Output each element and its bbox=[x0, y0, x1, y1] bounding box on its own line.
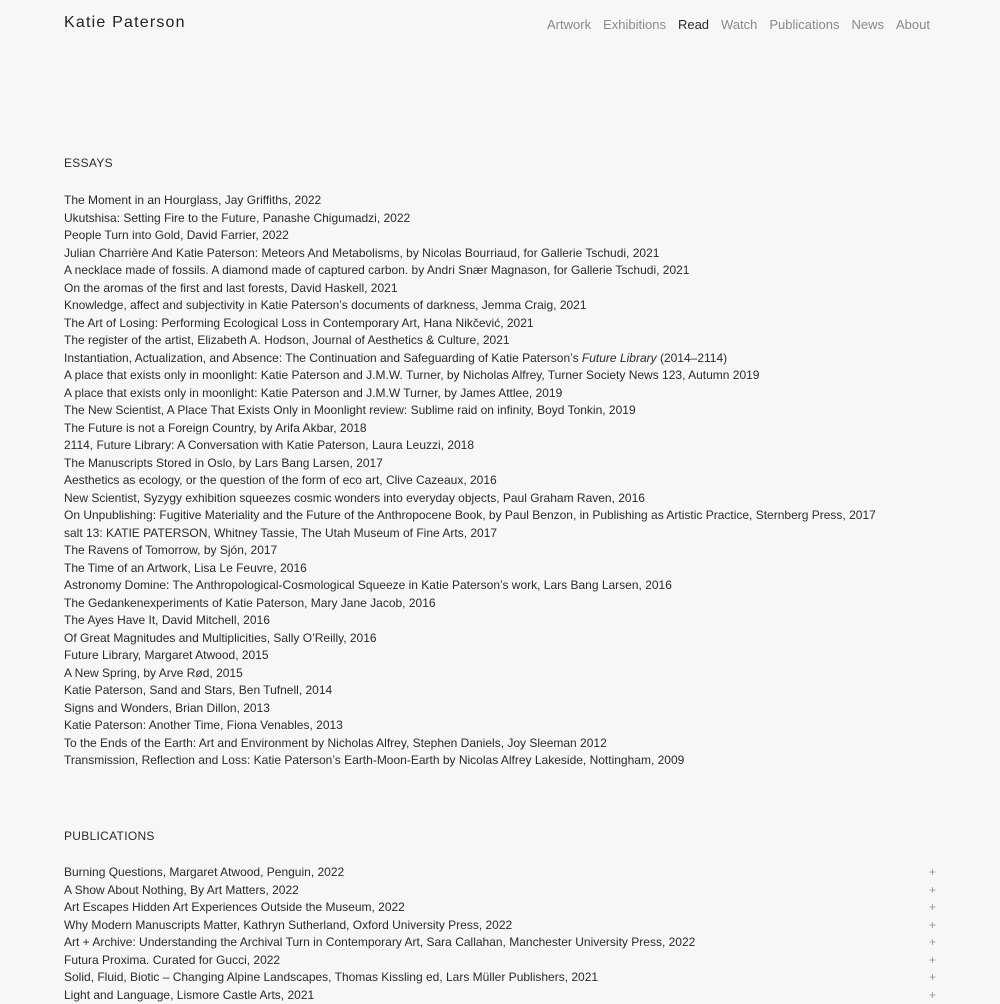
essay-item[interactable]: Aesthetics as ecology, or the question of the form of eco art, Clive Cazeaux, 2016 bbox=[64, 472, 936, 490]
essay-item[interactable]: Signs and Wonders, Brian Dillon, 2013 bbox=[64, 700, 936, 718]
publication-title: Light and Language, Lismore Castle Arts, 2021 bbox=[64, 988, 314, 1002]
nav-exhibitions[interactable]: Exhibitions bbox=[603, 17, 666, 32]
essay-item-italic-title: Future Library bbox=[582, 351, 657, 365]
publication-item[interactable] bbox=[64, 969, 936, 987]
essay-item-text: Instantiation, Actualization, and Absence: The Continuation and Safeguarding of Katie Paterson’s bbox=[64, 351, 582, 365]
essay-item[interactable] bbox=[64, 350, 936, 368]
essay-item[interactable]: Knowledge, affect and subjectivity in Katie Paterson’s documents of darkness, Jemma Craig, 2021 bbox=[64, 297, 936, 315]
publication-item[interactable] bbox=[64, 987, 936, 1004]
publication-title: A Show About Nothing, By Art Matters, 2022 bbox=[64, 883, 299, 897]
essay-item[interactable]: On the aromas of the first and last forests, David Haskell, 2021 bbox=[64, 280, 936, 298]
publication-item[interactable] bbox=[64, 934, 936, 952]
essay-item[interactable]: The Future is not a Foreign Country, by Arifa Akbar, 2018 bbox=[64, 420, 936, 438]
main-nav bbox=[547, 17, 930, 32]
essay-item[interactable]: The Ayes Have It, David Mitchell, 2016 bbox=[64, 612, 936, 630]
essay-item[interactable]: On Unpublishing: Fugitive Materiality and the Future of the Anthropocene Book, by Paul Benzon, in Publishing as Artistic Practice, Sternberg Press, 2017 bbox=[64, 507, 936, 525]
publication-title: Burning Questions, Margaret Atwood, Penguin, 2022 bbox=[64, 865, 344, 879]
essay-item[interactable]: The Time of an Artwork, Lisa Le Feuvre, 2016 bbox=[64, 560, 936, 578]
plus-icon[interactable]: + bbox=[929, 917, 936, 935]
essay-item[interactable]: The register of the artist, Elizabeth A. Hodson, Journal of Aesthetics & Culture, 2021 bbox=[64, 332, 936, 350]
publication-item[interactable] bbox=[64, 882, 936, 900]
essay-item[interactable]: The Gedankenexperiments of Katie Paterson, Mary Jane Jacob, 2016 bbox=[64, 595, 936, 613]
essay-item[interactable]: The Art of Losing: Performing Ecological Loss in Contemporary Art, Hana Nikčević, 2021 bbox=[64, 315, 936, 333]
publications-heading: PUBLICATIONS bbox=[64, 829, 155, 843]
plus-icon[interactable]: + bbox=[929, 899, 936, 917]
nav-read[interactable]: Read bbox=[678, 17, 709, 32]
plus-icon[interactable]: + bbox=[929, 864, 936, 882]
publication-title: Why Modern Manuscripts Matter, Kathryn Sutherland, Oxford University Press, 2022 bbox=[64, 918, 512, 932]
essay-item[interactable]: A place that exists only in moonlight: Katie Paterson and J.M.W Turner, by James Attlee, 2019 bbox=[64, 385, 936, 403]
essay-item[interactable]: The Ravens of Tomorrow, by Sjón, 2017 bbox=[64, 542, 936, 560]
nav-artwork[interactable]: Artwork bbox=[547, 17, 591, 32]
essay-item[interactable]: Julian Charrière And Katie Paterson: Meteors And Metabolisms, by Nicolas Bourriaud, for Gallerie Tschudi, 2021 bbox=[64, 245, 936, 263]
plus-icon[interactable]: + bbox=[929, 882, 936, 900]
essay-item[interactable]: Katie Paterson, Sand and Stars, Ben Tufnell, 2014 bbox=[64, 682, 936, 700]
nav-about[interactable]: About bbox=[896, 17, 930, 32]
plus-icon[interactable]: + bbox=[929, 987, 936, 1004]
essay-item[interactable]: The Manuscripts Stored in Oslo, by Lars Bang Larsen, 2017 bbox=[64, 455, 936, 473]
essay-item[interactable]: Astronomy Domine: The Anthropological-Cosmological Squeeze in Katie Paterson’s work, Lars Bang Larsen, 2016 bbox=[64, 577, 936, 595]
publication-title: Solid, Fluid, Biotic – Changing Alpine Landscapes, Thomas Kissling ed, Lars Müller Publishers, 2021 bbox=[64, 970, 598, 984]
essay-item[interactable]: People Turn into Gold, David Farrier, 2022 bbox=[64, 227, 936, 245]
publication-item[interactable] bbox=[64, 917, 936, 935]
essay-item[interactable]: Transmission, Reflection and Loss: Katie Paterson’s Earth-Moon-Earth by Nicolas Alfrey Lakeside, Nottingham, 2009 bbox=[64, 752, 936, 770]
essay-item-suffix: (2014–2114) bbox=[657, 351, 728, 365]
nav-publications[interactable]: Publications bbox=[769, 17, 839, 32]
essay-item[interactable]: The Moment in an Hourglass, Jay Griffiths, 2022 bbox=[64, 192, 936, 210]
essay-item[interactable]: To the Ends of the Earth: Art and Environment by Nicholas Alfrey, Stephen Daniels, Joy Sleeman 2012 bbox=[64, 735, 936, 753]
nav-watch[interactable]: Watch bbox=[721, 17, 757, 32]
publication-item[interactable] bbox=[64, 952, 936, 970]
essays-heading: ESSAYS bbox=[64, 156, 113, 170]
publication-title: Art + Archive: Understanding the Archival Turn in Contemporary Art, Sara Callahan, Manchester University Press, 2022 bbox=[64, 935, 695, 949]
essay-item[interactable]: A place that exists only in moonlight: Katie Paterson and J.M.W. Turner, by Nicholas Alfrey, Turner Society News 123, Autumn 2019 bbox=[64, 367, 936, 385]
publication-item[interactable] bbox=[64, 864, 936, 882]
nav-news[interactable]: News bbox=[852, 17, 885, 32]
plus-icon[interactable]: + bbox=[929, 934, 936, 952]
essays-list bbox=[64, 192, 936, 770]
publication-title: Futura Proxima. Curated for Gucci, 2022 bbox=[64, 953, 280, 967]
essay-item[interactable]: A New Spring, by Arve Rød, 2015 bbox=[64, 665, 936, 683]
essay-item[interactable]: Katie Paterson: Another Time, Fiona Venables, 2013 bbox=[64, 717, 936, 735]
essay-item[interactable]: A necklace made of fossils. A diamond made of captured carbon. by Andri Snær Magnason, for Gallerie Tschudi, 2021 bbox=[64, 262, 936, 280]
essay-item[interactable]: New Scientist, Syzygy exhibition squeezes cosmic wonders into everyday objects, Paul Graham Raven, 2016 bbox=[64, 490, 936, 508]
essay-item[interactable]: The New Scientist, A Place That Exists Only in Moonlight review: Sublime raid on infinity, Boyd Tonkin, 2019 bbox=[64, 402, 936, 420]
essay-item[interactable]: 2114, Future Library: A Conversation with Katie Paterson, Laura Leuzzi, 2018 bbox=[64, 437, 936, 455]
publication-item[interactable] bbox=[64, 899, 936, 917]
plus-icon[interactable]: + bbox=[929, 952, 936, 970]
plus-icon[interactable]: + bbox=[929, 969, 936, 987]
essay-item[interactable]: Future Library, Margaret Atwood, 2015 bbox=[64, 647, 936, 665]
essay-item[interactable]: Of Great Magnitudes and Multiplicities, Sally O’Reilly, 2016 bbox=[64, 630, 936, 648]
site-title[interactable]: Katie Paterson bbox=[64, 14, 186, 32]
publication-title: Art Escapes Hidden Art Experiences Outside the Museum, 2022 bbox=[64, 900, 405, 914]
essay-item[interactable]: Ukutshisa: Setting Fire to the Future, Panashe Chigumadzi, 2022 bbox=[64, 210, 936, 228]
publications-list bbox=[64, 864, 936, 1004]
essay-item[interactable]: salt 13: KATIE PATERSON, Whitney Tassie, The Utah Museum of Fine Arts, 2017 bbox=[64, 525, 936, 543]
